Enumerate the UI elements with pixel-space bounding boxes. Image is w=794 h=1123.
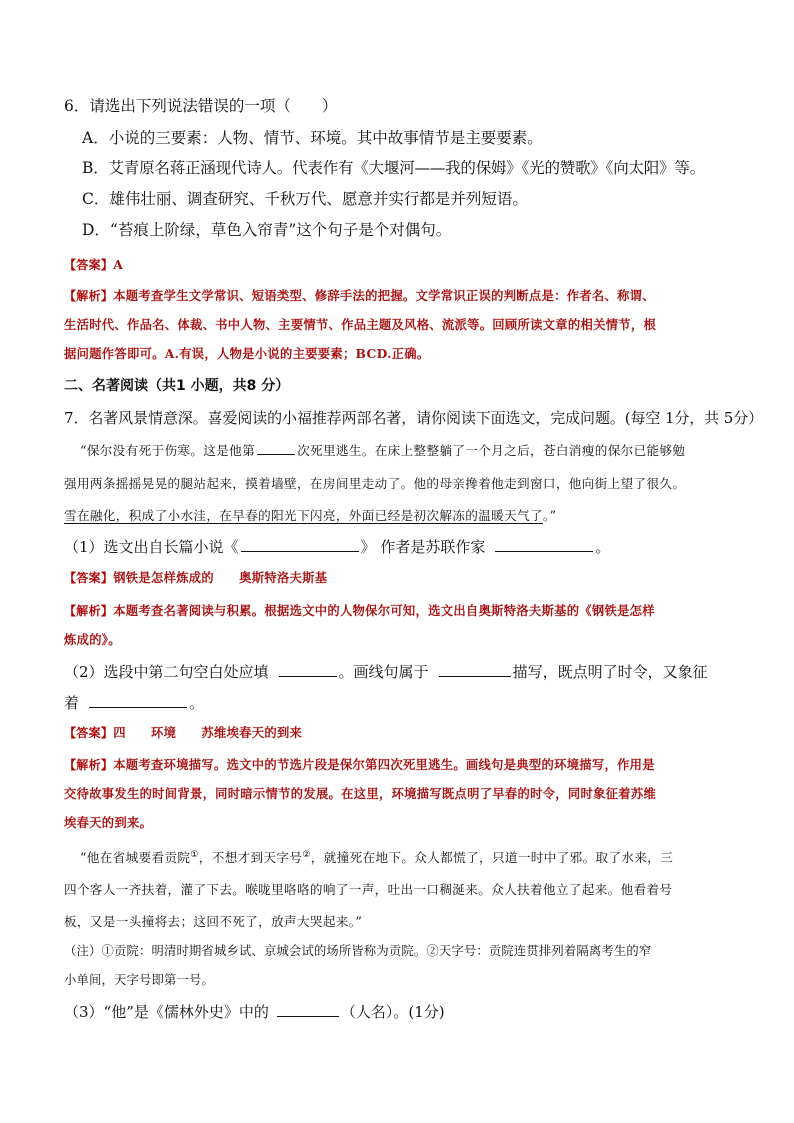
q7-sub2	[64, 661, 708, 682]
answer-value: A	[113, 257, 124, 272]
fill-blank[interactable]	[279, 662, 337, 677]
passage-text: “他在省城要看贡院	[80, 850, 191, 865]
fill-blank[interactable]	[495, 537, 593, 552]
answer-value: 钢铁是怎样炼成的 奥斯特洛夫斯基	[113, 570, 328, 585]
q7-sub1-analysis-line-2: 炼成的》。	[64, 632, 121, 647]
fill-blank[interactable]	[89, 693, 187, 708]
analysis-text: 本题考查环境描写。选文中的节选片段是保尔第四次死里逃生。画线句是典型的环境描写，作用是	[113, 757, 655, 772]
fill-blank[interactable]	[241, 537, 359, 552]
answer-tag: 【答案】	[64, 258, 114, 272]
question-text: 着	[64, 694, 80, 712]
q7-sub2-cont	[64, 692, 204, 713]
passage2-line-1	[80, 847, 673, 866]
passage-text: ，就撞死在地下。众人都慌了，只道一时中了邪。取了水来，三	[310, 850, 674, 865]
passage1-line-2: 强用两条摇摇晃晃的腿站起来，摸着墙壁，在房间里走动了。他的母亲搀着他走到窗口，他向街上望了很久。	[64, 476, 686, 491]
q6-analysis-line-3: 据问题作答即可。A.有误，人物是小说的主要要素；BCD.正确。	[64, 346, 430, 361]
analysis-tag: 【解析】	[64, 289, 114, 303]
passage-text: 。”	[542, 508, 557, 523]
question-text: 。	[595, 538, 611, 556]
passage-text: ，不想才到天字号	[198, 850, 303, 865]
q6-option-c: C．雄伟壮丽、调查研究、千秋万代、愿意并实行都是并列短语。	[82, 190, 528, 208]
passage1-line-1	[80, 440, 685, 459]
q7-sub2-analysis-line-3: 埃春天的到来。	[64, 815, 153, 830]
passage-text: 次死里逃生。在床上整整躺了一个月之后，苍白消瘦的保尔已能够勉	[297, 443, 686, 458]
analysis-text: 本题考查学生文学常识、短语类型、修辞手法的把握。文学常识正误的判断点是：作者名、称谓、	[113, 288, 655, 303]
q7-sub2-analysis-line-2: 交待故事发生的时间背景，同时暗示情节的发展。在这里，环境描写既点明了早春的时令，同时象征着苏维	[64, 786, 657, 801]
passage2-line-2: 四个客人一齐扶着，灌了下去。喉咙里咯咯的响了一声，吐出一口稠涎来。众人扶着他立了起来。他看着号	[64, 882, 673, 897]
analysis-tag: 【解析】	[64, 604, 114, 618]
question-text: （3）“他”是《儒林外史》中的	[64, 1003, 269, 1021]
fill-blank[interactable]	[277, 1002, 339, 1017]
question-text: （人名）。(1分)	[340, 1003, 445, 1021]
underlined-sentence: 雪在融化，积成了小水洼，在早春的阳光下闪亮，外面已经是初次解冻的温暖天气了	[64, 508, 543, 523]
section-title: 二、名著阅读（共1 小题，共8 分）	[64, 378, 290, 394]
fill-blank[interactable]	[439, 662, 511, 677]
passage1-line-3	[64, 505, 556, 524]
q7-sub1	[64, 536, 610, 557]
footnote-marker: ①	[190, 849, 199, 860]
analysis-tag: 【解析】	[64, 758, 114, 772]
q7-sub3	[64, 1001, 445, 1022]
note-line-1: （注）①贡院：明清时期省城乡试、京城会试的场所皆称为贡院。②天字号：贡院连贯排列着隔离考生的窄	[64, 944, 652, 958]
q6-option-a: A．小说的三要素：人物、情节、环境。其中故事情节是主要要素。	[82, 129, 543, 147]
q7-sub2-answer	[64, 723, 302, 741]
q7-sub2-analysis-line-1	[64, 755, 655, 773]
q6-stem: 6．请选出下列说法错误的一项（ ）	[64, 97, 338, 115]
answer-tag: 【答案】	[64, 726, 114, 740]
q6-option-b: B．艾青原名蒋正涵现代诗人。代表作有《大堰河——我的保姆》《光的赞歌》《向太阳》等。	[82, 159, 705, 177]
question-text: （1）选文出自长篇小说《	[64, 538, 239, 556]
analysis-text: 本题考查名著阅读与积累。根据选文中的人物保尔可知，选文出自奥斯特洛夫斯基的《钢铁是怎样	[113, 603, 655, 618]
q7-sub1-analysis-line-1	[64, 601, 655, 619]
fill-blank[interactable]	[257, 440, 295, 455]
q6-answer	[64, 256, 123, 273]
answer-tag: 【答案】	[64, 571, 114, 585]
footnote-marker: ②	[302, 849, 311, 860]
question-text: 描写，既点明了时令，又象征	[512, 663, 708, 681]
q6-option-d: D．“苔痕上阶绿，草色入帘青”这个句子是个对偶句。	[82, 221, 452, 239]
q6-analysis-line-2: 生活时代、作品名、体裁、书中人物、主要情节、作品主题及风格、流派等。回顾所读文章的相关情节，根	[64, 317, 657, 332]
question-text: （2）选段中第二句空白处应填	[64, 663, 269, 681]
q7-stem: 7．名著风景情意深。喜爱阅读的小福推荐两部名著，请你阅读下面选文，完成问题。(每空 1分，共 5分）	[64, 409, 764, 427]
question-text: 》 作者是苏联作家	[360, 538, 486, 556]
answer-value: 四 环境 苏维埃春天的到来	[113, 725, 303, 740]
note-line-2: 小单间，天字号即第一号。	[64, 973, 214, 987]
passage2-line-3: 板，又是一头撞将去；这回不死了，放声大哭起来。”	[64, 914, 363, 929]
q7-sub1-answer	[64, 568, 327, 586]
q6-analysis-line-1	[64, 286, 655, 304]
question-text: 。画线句属于	[338, 663, 429, 681]
passage-text: “保尔没有死于伤寒。这是他第	[80, 443, 256, 458]
question-text: 。	[189, 694, 205, 712]
